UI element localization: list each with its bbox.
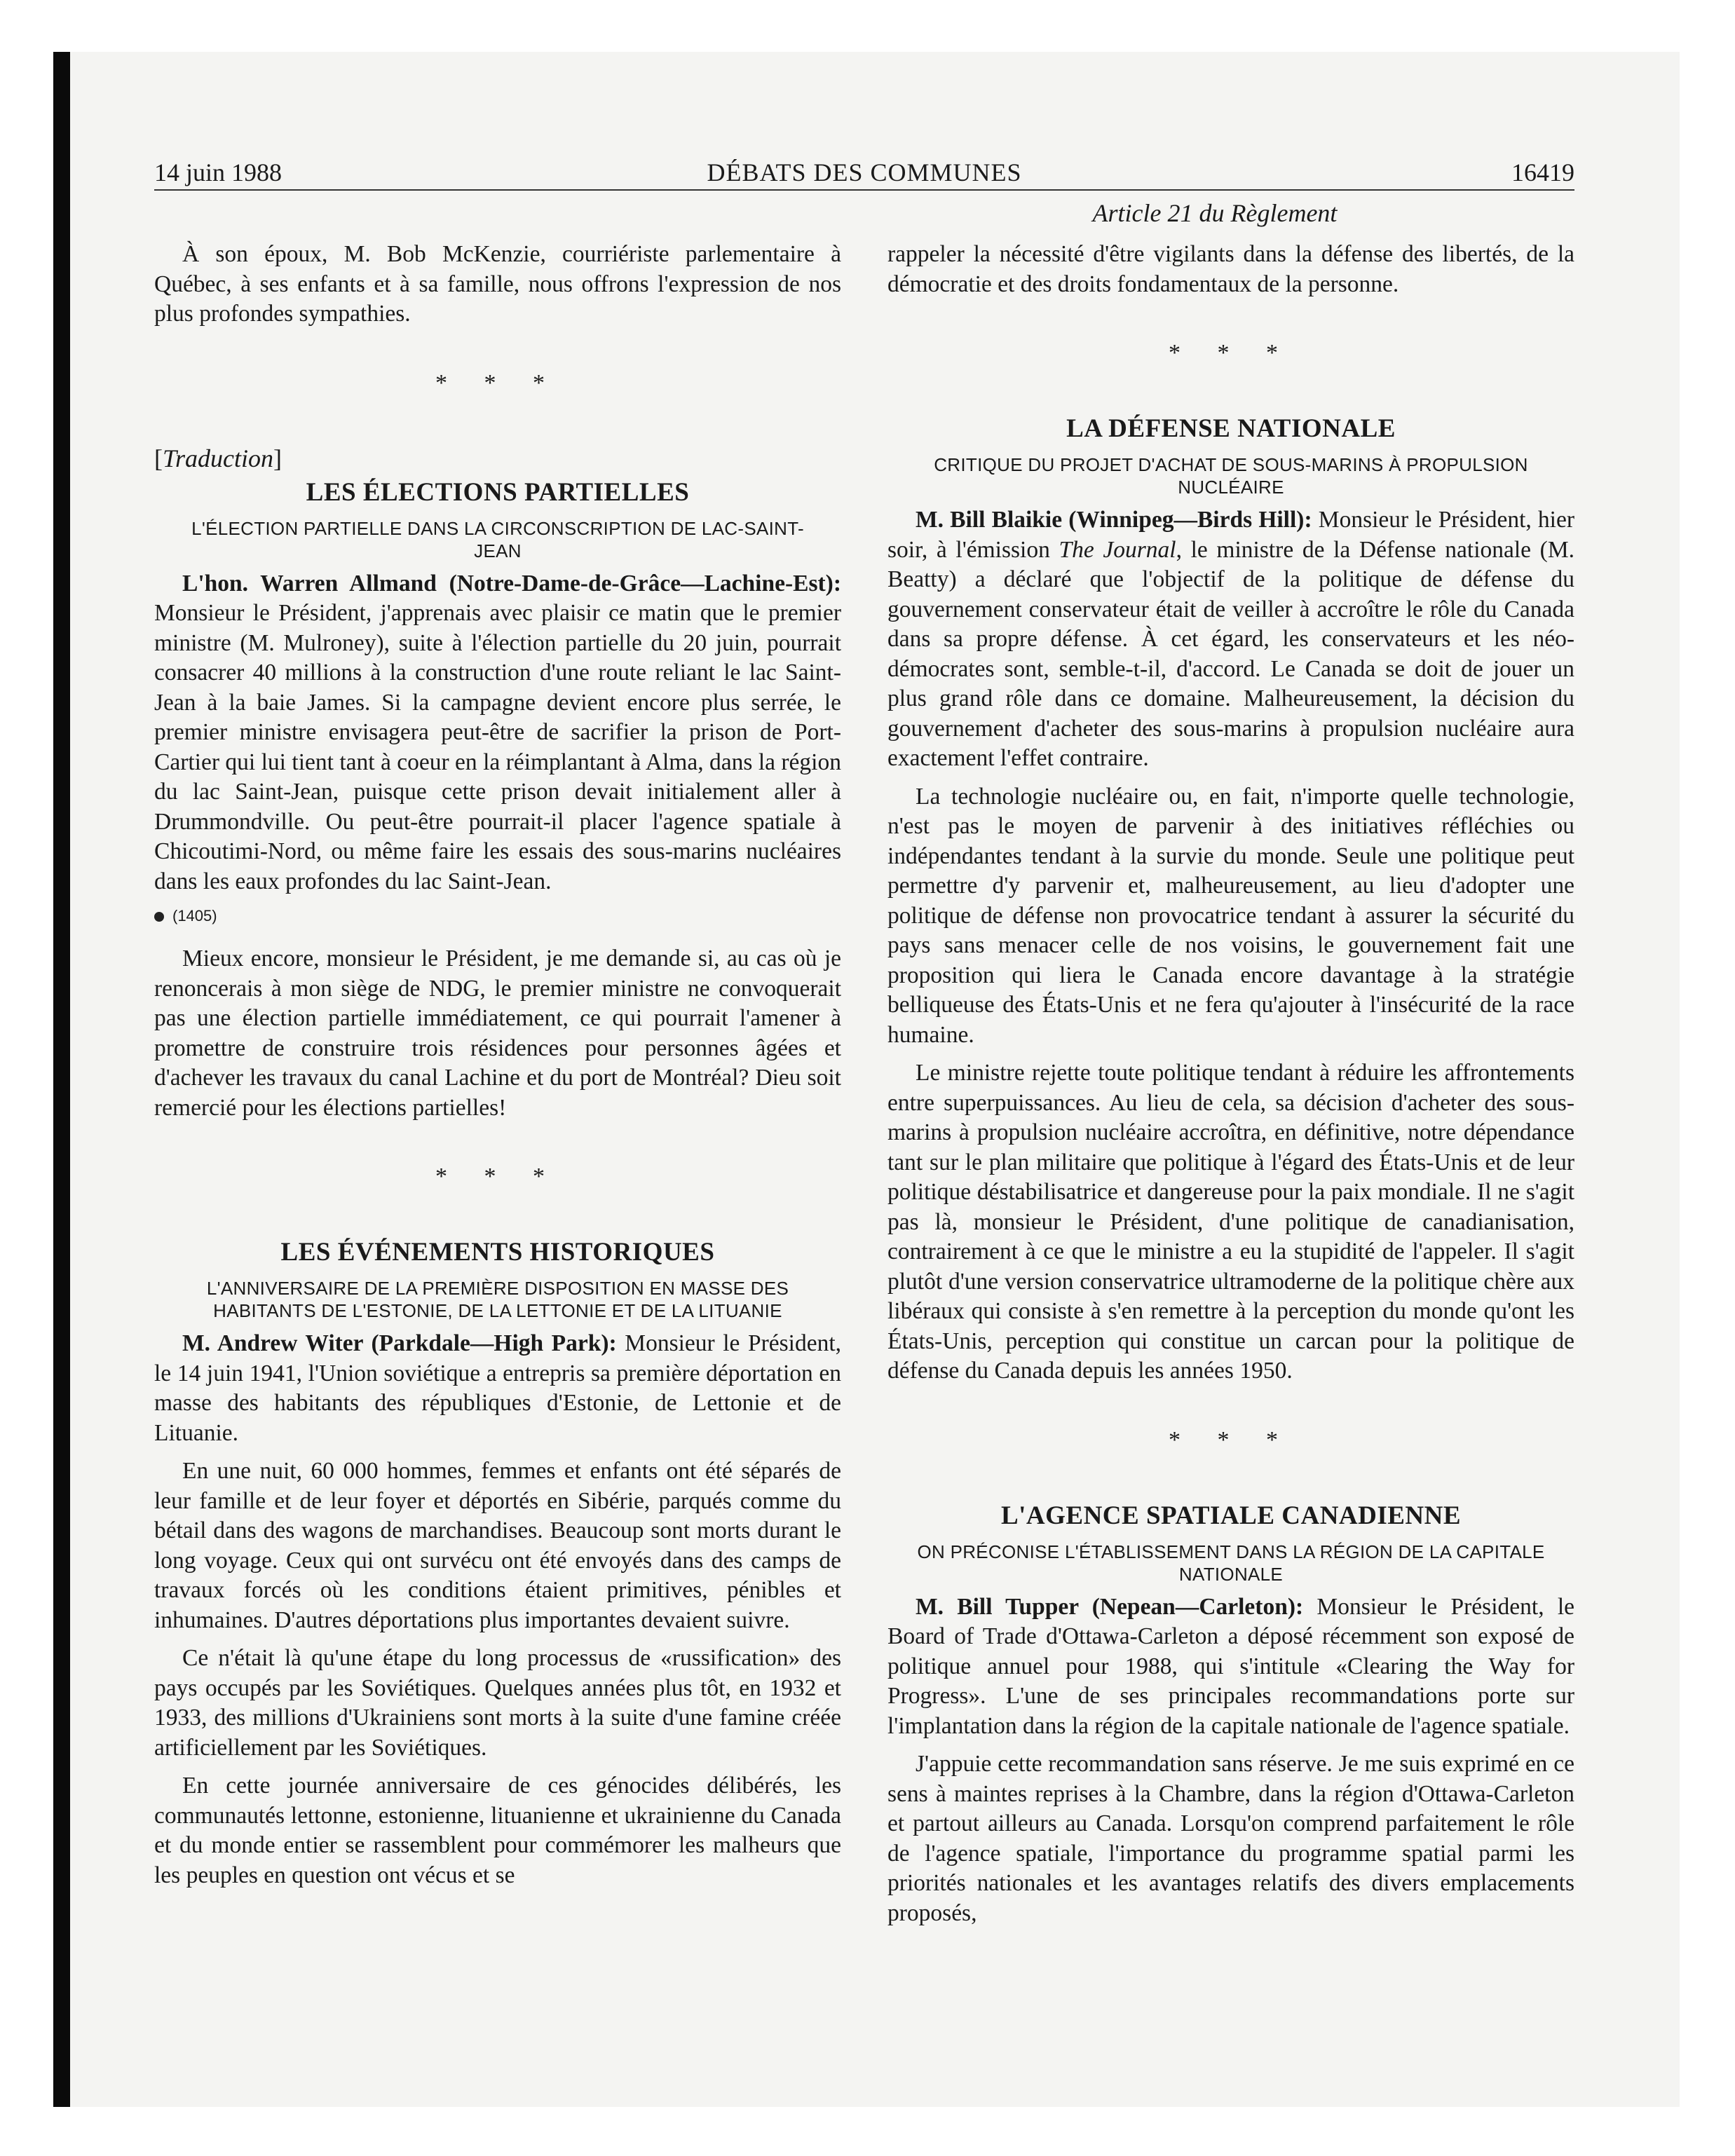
- speaker-name: M. Bill Blaikie (Winnipeg—Birds Hill):: [916, 507, 1312, 533]
- section-separator: * * *: [435, 369, 560, 396]
- standing-order-note: Article 21 du Règlement: [1092, 199, 1338, 227]
- speech-paragraph: J'appuie cette recommandation sans réserve. Je me suis exprimé en ce sens à maintes reprises à la Chambre, dans la région d'Ottawa-Carleton et partout ailleurs au Canada. Lorsqu'on comprend parfaitement le rôle de l'agence spatiale, l'importance du programme spatial parmi les priorités nationales et les avantages relatifs des divers emplacements proposés,: [887, 1751, 1574, 1926]
- left-column: [154, 240, 841, 1928]
- speech-paragraph: En cette journée anniversaire de ces génocides délibérés, les communautés lettonne, estonienne, lituanienne et ukrainienne du Canada et du monde entier se rassemblent pour commémorer les malheurs que les peuples en question ont vécus et se: [154, 1773, 841, 1888]
- speech-text: Monsieur le Président, hier soir, à l'émission: [887, 507, 1575, 563]
- time-marker: [154, 902, 841, 930]
- speech-text: , le ministre de la Défense nationale (M. Beatty) a déclaré que l'objectif de la politique de défense du gouvernement conservateur était de veiller à accroître le rôle du Canada dans sa propre défense. À cet égard, les conservateurs et les néo-démocrates sont, semble-t-il, d'accord. Le Canada se doit de jouer un plus grand rôle dans ce domaine. Malheureusement, la décision du gouvernement d'acheter des sous-marins à propulsion nucléaire aura exactement l'effet contraire.: [887, 536, 1574, 771]
- speech-text: Monsieur le Président, le 14 juin 1941, l'Union soviétique a entrepris sa première déportation en masse des habitants des républiques d'Estonie, de Lettonie et de Lituanie.: [154, 1330, 842, 1446]
- section-subheading: L'ANNIVERSAIRE DE LA PREMIÈRE DISPOSITION EN MASSE DES HABITANTS DE L'ESTONIE, DE LA LETTONIE ET DE LA LITUANIE: [206, 1278, 789, 1321]
- translation-tag: [Traduction]: [154, 444, 283, 472]
- section-heading: LES ÉVÉNEMENTS HISTORIQUES: [280, 1238, 715, 1267]
- speech-paragraph: [154, 1329, 841, 1448]
- header-title: DÉBATS DES COMMUNES: [707, 158, 1022, 186]
- paragraph: rappeler la nécessité d'être vigilants dans la défense des libertés, de la démocratie et des droits fondamentaux de la personne.: [887, 241, 1574, 297]
- section-subheading: ON PRÉCONISE L'ÉTABLISSEMENT DANS LA RÉGION DE LA CAPITALE NATIONALE: [917, 1541, 1545, 1585]
- program-title: The Journal: [1059, 536, 1176, 563]
- speaker-name: M. Andrew Witer (Parkdale—High Park):: [182, 1330, 617, 1356]
- translation-tag-text: Traduction: [163, 444, 274, 472]
- speech-paragraph: En une nuit, 60 000 hommes, femmes et enfants ont été séparés de leur famille et de leur foyer et déportés en Sibérie, parqués comme du bétail dans des wagons de marchandises. Beaucoup sont morts durant le long voyage. Ceux qui ont survécu ont été envoyés dans des camps de travaux forcés où les conditions étaient primitives, pénibles et inhumaines. D'autres déportations plus importantes devaient suivre.: [154, 1458, 841, 1633]
- speech-paragraph: [887, 505, 1574, 774]
- speech-paragraph: Le ministre rejette toute politique tendant à réduire les affrontements entre superpuissances. Au lieu de cela, sa décision d'acheter des sous-marins à propulsion nucléaire accroîtra, en définitive, notre dépendance tant sur le plan militaire que politique à l'égard des États-Unis et de leur politique déstabilisatrice et dangereuse pour la paix mondiale. Il ne s'agit pas là, monsieur le Président, d'une politique de canadianisation, contrairement à ce que le ministre a eu la stupidité de l'appeler. Il s'agit plutôt d'une version conservatrice ultramoderne de la politique chère aux libéraux qui consiste à s'en remettre à la perception du monde qu'ont les États-Unis, perception qui constitue un carcan pour la politique de défense du Canada depuis les années 1950.: [887, 1060, 1574, 1384]
- header-date: 14 juin 1988: [154, 158, 283, 186]
- right-column: [887, 240, 1574, 1928]
- paragraph: À son époux, M. Bob McKenzie, courriériste parlementaire à Québec, à ses enfants et à sa famille, nous offrons l'expression de nos plus profondes sympathies.: [154, 241, 841, 327]
- section-subheading: L'ÉLECTION PARTIELLE DANS LA CIRCONSCRIPTION DE LAC-SAINT-JEAN: [191, 517, 804, 561]
- speech-paragraph: La technologie nucléaire ou, en fait, n'importe quelle technologie, n'est pas le moyen de parvenir à des initiatives réfléchies ou indépendantes tendant à la survie du monde. Seule une politique peut permettre d'y parvenir et, malheureusement, au lieu d'adopter une politique de défense non provocatrice tendant à assurer la sécurité du pays sans menacer celle de nos voisins, le gouvernement fait une proposition qui liera le Canada encore davantage à la stratégie belliqueuse des États-Unis et ne fera qu'ajouter à l'insécurité de la race humaine.: [887, 783, 1574, 1048]
- page-content: [154, 157, 1575, 1926]
- section-heading: LES ÉLECTIONS PARTIELLES: [306, 477, 690, 507]
- speaker-name: M. Bill Tupper (Nepean—Carleton):: [916, 1593, 1304, 1620]
- section-heading: LA DÉFENSE NATIONALE: [1066, 414, 1396, 443]
- running-header: [154, 157, 1574, 191]
- speech-paragraph: Ce n'était là qu'une étape du long processus de «russification» des pays occupés par les Soviétiques. Quelques années plus tôt, en 1932 et 1933, des millions d'Ukrainiens sont morts à la suite d'une famine créée artificiellement par les Soviétiques.: [154, 1645, 841, 1761]
- scanned-page: [53, 52, 1680, 2107]
- header-page-number: 16419: [1511, 158, 1574, 186]
- section-separator: * * *: [1169, 1426, 1293, 1453]
- section-heading: L'AGENCE SPATIALE CANADIENNE: [1000, 1501, 1462, 1530]
- scan-edge: [53, 52, 70, 2107]
- two-column-body: [154, 240, 1574, 1928]
- speech-paragraph: [887, 1592, 1574, 1742]
- speech-paragraph: Mieux encore, monsieur le Président, je me demande si, au cas où je renoncerais à mon siège de NDG, le premier ministre ne convoquerait pas une élection partielle immédiatement, ce qui pourrait l'amener à promettre de construire trois résidences pour personnes âgées et d'achever les travaux du canal Lachine et du port de Montréal? Dieu soit remercié pour les élections partielles!: [154, 946, 841, 1121]
- speech-text: Monsieur le Président, j'apprenais avec plaisir ce matin que le premier ministre (M. Mulroney), suite à l'élection partielle du 20 juin, pourrait consacrer 40 millions à la construction d'une route reliant le lac Saint-Jean à la baie James. Si la campagne devient encore plus serrée, le premier ministre envisagera peut-être de sacrifier la prison de Port-Cartier qui lui tient tant à coeur en la réimplantant à Alma, dans la région du lac Saint-Jean, puisque cette prison devait initialement aller à Drummondville. Ou peut-être pourrait-il placer l'agence spatiale à Chicoutimi-Nord, ou même faire les essais des sous-marins nucléaires dans les eaux profondes du lac Saint-Jean.: [154, 600, 841, 894]
- speech-text: Monsieur le Président, le Board of Trade d'Ottawa-Carleton a déposé récemment son exposé de politique annuel pour 1988, qui s'intitule «Clearing the Way for Progress». L'une de ses principales recommandations porte sur l'implantation dans la région de la capitale nationale de l'agence spatiale.: [887, 1593, 1575, 1739]
- bullet-icon: [154, 912, 164, 922]
- section-subheading: CRITIQUE DU PROJET D'ACHAT DE SOUS-MARINS À PROPULSION NUCLÉAIRE: [934, 454, 1528, 498]
- section-separator: * * *: [1169, 340, 1293, 366]
- section-separator: * * *: [435, 1164, 560, 1189]
- speech-paragraph: [154, 569, 841, 897]
- time-marker-text: (1405): [172, 907, 217, 925]
- speaker-name: L'hon. Warren Allmand (Notre-Dame-de-Grâce—Lachine-Est):: [182, 570, 841, 596]
